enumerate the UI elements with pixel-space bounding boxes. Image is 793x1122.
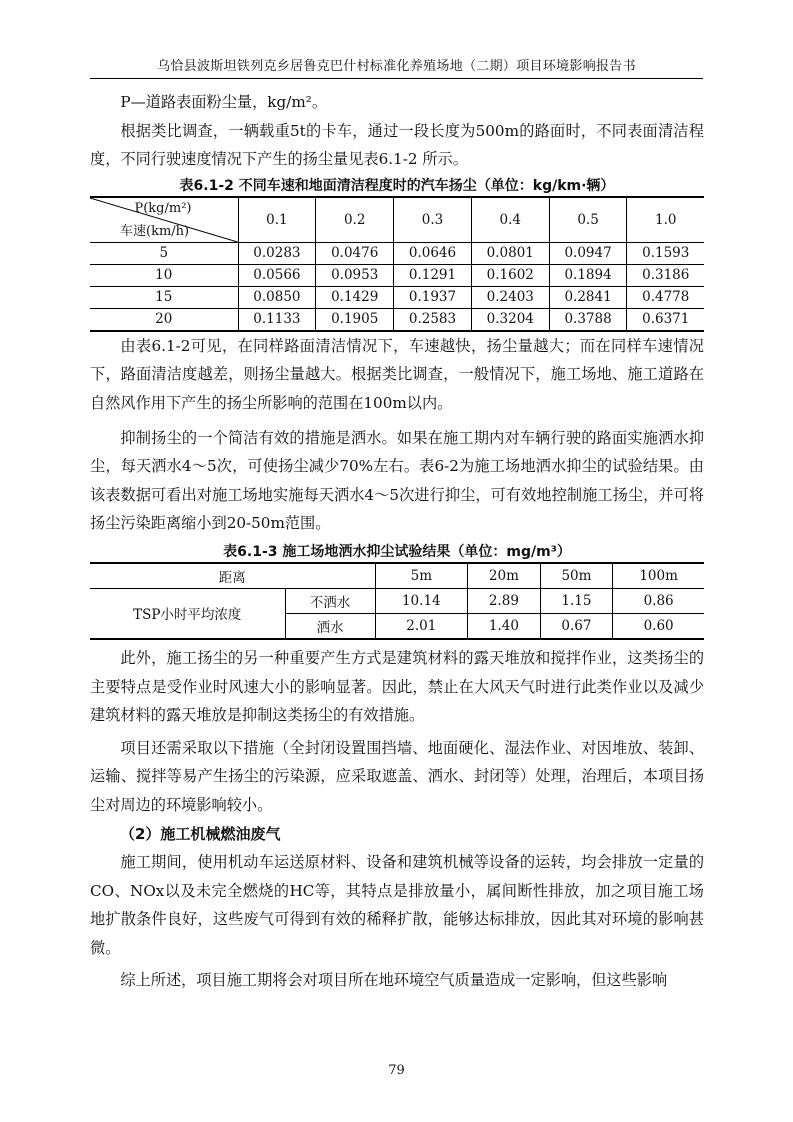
table2-header-row xyxy=(90,563,704,589)
table1-corner-top: P(kg/m²) xyxy=(134,200,192,216)
value-cell: 1.40 xyxy=(468,613,541,639)
value-cell: 0.0947 xyxy=(549,242,627,264)
table2-col-header: 5m xyxy=(375,563,468,589)
table-row xyxy=(90,264,704,286)
table2-col-header: 20m xyxy=(468,563,541,589)
value-cell: 0.0850 xyxy=(238,286,316,308)
speed-cell: 10 xyxy=(90,264,238,286)
table-row xyxy=(90,286,704,308)
tsp-row-label: TSP小时平均浓度 xyxy=(90,588,285,639)
value-cell: 0.86 xyxy=(613,588,704,613)
page-number: 79 xyxy=(388,1063,405,1078)
value-cell: 0.1905 xyxy=(316,308,394,331)
value-cell: 1.15 xyxy=(540,588,613,613)
value-cell: 0.1429 xyxy=(316,286,394,308)
value-cell: 0.0283 xyxy=(238,242,316,264)
table2-col-header: 50m xyxy=(540,563,613,589)
table2-caption: 表6.1-3 施工场地洒水抑尘试验结果（单位：mg/m³） xyxy=(223,543,571,560)
value-cell: 0.2841 xyxy=(549,286,627,308)
value-cell: 0.6371 xyxy=(627,308,704,331)
value-cell: 0.1593 xyxy=(627,242,704,264)
dust-speed-table xyxy=(90,196,704,332)
value-cell: 0.1937 xyxy=(394,286,472,308)
value-cell: 0.1133 xyxy=(238,308,316,331)
value-cell: 0.4778 xyxy=(627,286,704,308)
value-cell: 0.3186 xyxy=(627,264,704,286)
watering-test-table xyxy=(90,562,704,640)
condition-cell: 洒水 xyxy=(285,613,375,639)
value-cell: 10.14 xyxy=(375,588,468,613)
distance-header: 距离 xyxy=(90,563,375,589)
paragraph-6: 施工期间，使用机动车运送原材料、设备和建筑机械等设备的运转，均会排放一定量的CO、NOx以及未完全燃烧的HC等，其特点是排放量小，属间断性排放，加之项目施工场地扩散条件良好，这些废气可得到有效的稀释扩散，能够达标排放，因此其对环境的影响甚微。 xyxy=(90,853,704,957)
condition-cell: 不洒水 xyxy=(285,588,375,613)
paragraph-2: 由表6.1-2可见，在同样路面清洁情况下，车速越快，扬尘量越大；而在同样车速情况下，路面清洁度越差，则扬尘量越大。根据类比调查，一般情况下，施工场地、施工道路在自然风作用下产生的扬尘所影响的范围在100m以内。 xyxy=(90,336,704,412)
value-cell: 0.0953 xyxy=(316,264,394,286)
table1-col-header: 0.3 xyxy=(394,197,472,243)
value-cell: 0.0476 xyxy=(316,242,394,264)
value-cell: 0.1291 xyxy=(394,264,472,286)
paragraph-7: 综上所述，项目施工期将会对项目所在地环境空气质量造成一定影响，但这些影响 xyxy=(120,971,668,990)
document-body xyxy=(90,88,704,995)
paragraph-3: 抑制扬尘的一个简洁有效的措施是洒水。如果在施工期内对车辆行驶的路面实施洒水抑尘，每天洒水4～5次，可使扬尘减少70%左右。表6-2为施工场地洒水抑尘的试验结果。由该表数据可看出对施工场地实施每天洒水4～5次进行抑尘，可有效地控制施工扬尘，并可将扬尘污染距离缩小到20-50m范围。 xyxy=(90,428,704,533)
page-header: 乌恰县波斯坦铁列克乡居鲁克巴什村标准化养殖场地（二期）项目环境影响报告书 xyxy=(157,59,636,74)
table-row xyxy=(90,242,704,264)
paragraph-4: 此外，施工扬尘的另一种重要产生方式是建筑材料的露天堆放和搅拌作业，这类扬尘的主要特点是受作业时风速大小的影响显著。因此，禁止在大风天气时进行此类作业以及减少建筑材料的露天堆放是抑制这类扬尘的有效措施。 xyxy=(90,648,704,725)
speed-cell: 5 xyxy=(90,242,238,264)
table1-caption: 表6.1-2 不同车速和地面清洁程度时的汽车扬尘（单位：kg/km·辆） xyxy=(179,177,615,194)
table2-col-header: 100m xyxy=(613,563,704,589)
value-cell: 2.01 xyxy=(375,613,468,639)
speed-cell: 15 xyxy=(90,286,238,308)
value-cell: 0.0801 xyxy=(471,242,549,264)
value-cell: 2.89 xyxy=(468,588,541,613)
value-cell: 0.3788 xyxy=(549,308,627,331)
table-row xyxy=(90,308,704,331)
value-cell: 0.1894 xyxy=(549,264,627,286)
paragraph-1: 根据类比调查，一辆载重5t的卡车，通过一段长度为500m的路面时，不同表面清洁程度，不同行驶速度情况下产生的扬尘量见表6.1-2 所示。 xyxy=(90,121,704,169)
table1-col-header: 0.1 xyxy=(238,197,316,243)
paragraph-definition: P—道路表面粉尘量，kg/m²。 xyxy=(120,93,328,111)
value-cell: 0.3204 xyxy=(471,308,549,331)
value-cell: 0.2403 xyxy=(471,286,549,308)
section-heading: （2）施工机械燃油废气 xyxy=(120,824,281,843)
table-row xyxy=(90,588,704,613)
value-cell: 0.67 xyxy=(540,613,613,639)
table1-col-header: 1.0 xyxy=(627,197,704,243)
speed-cell: 20 xyxy=(90,308,238,331)
paragraph-5: 项目还需采取以下措施（全封闭设置围挡墙、地面硬化、湿法作业、对因堆放、装卸、运输、搅拌等易产生扬尘的污染源，应采取遮盖、洒水、封闭等）处理，治理后，本项目扬尘对周边的环境影响较小。 xyxy=(90,738,704,814)
value-cell: 0.2583 xyxy=(394,308,472,331)
table1-corner-bottom: 车速(km/h) xyxy=(120,223,190,239)
table1-col-header: 0.2 xyxy=(316,197,394,243)
value-cell: 0.0646 xyxy=(394,242,472,264)
table1-header-row xyxy=(90,197,704,243)
table1-col-header: 0.5 xyxy=(549,197,627,243)
table1-col-header: 0.4 xyxy=(471,197,549,243)
header-rule xyxy=(90,78,703,79)
value-cell: 0.0566 xyxy=(238,264,316,286)
value-cell: 0.1602 xyxy=(471,264,549,286)
value-cell: 0.60 xyxy=(613,613,704,639)
table1-corner-cell xyxy=(90,197,238,243)
